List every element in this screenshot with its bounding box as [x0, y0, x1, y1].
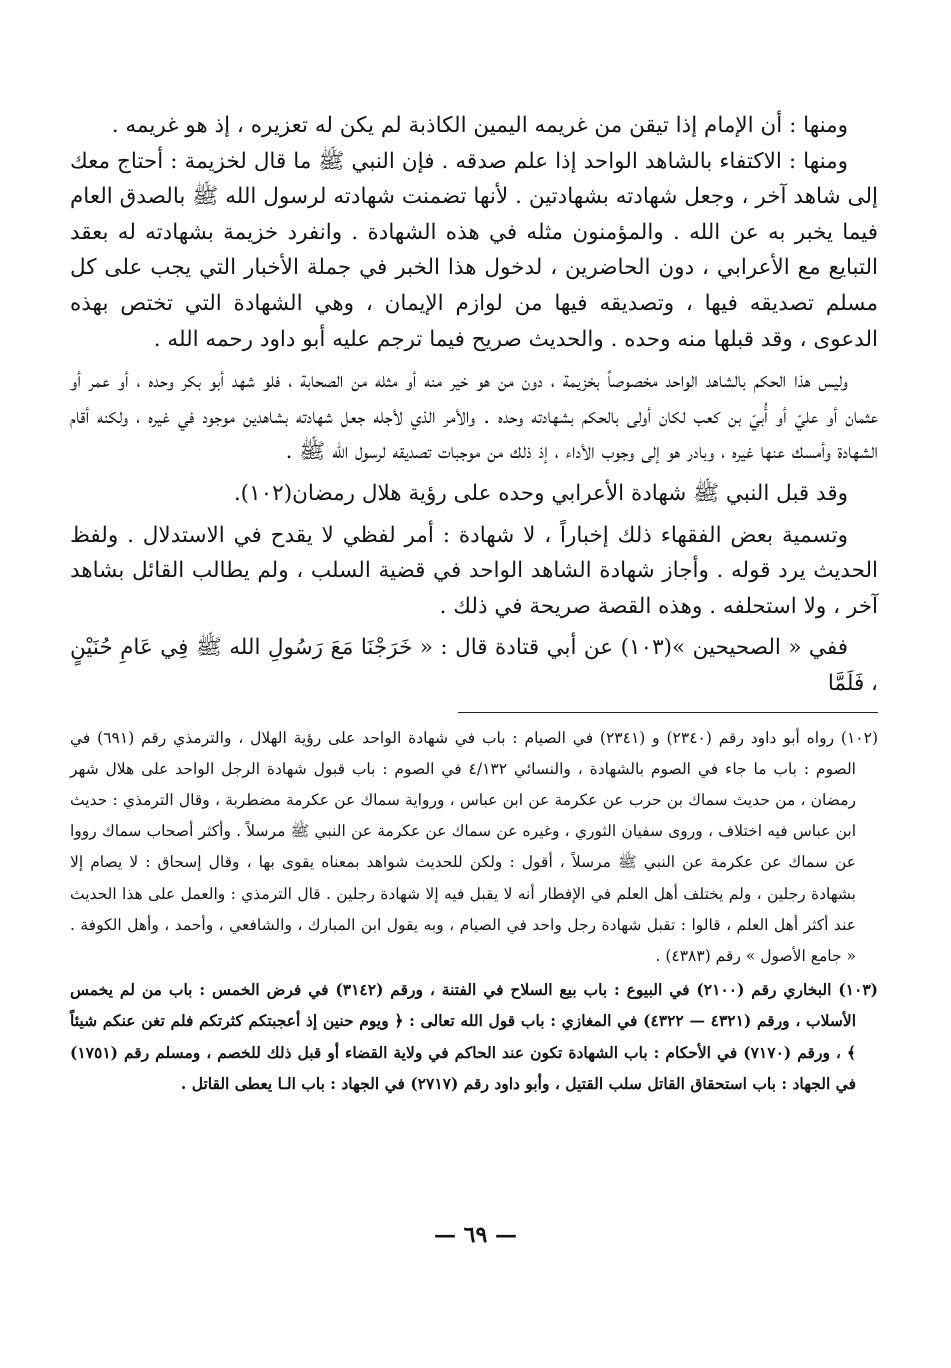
paragraph-1: ومنها : أن الإمام إذا تيقن من غريمه اليمين الكاذبة لم يكن له تعزيره ، إذ هو غريمه .	[111, 113, 848, 138]
footnote-102: (١٠٢) رواه أبو داود رقم (٢٣٤٠) و (٢٣٤١) في الصيام : باب في شهادة الواحد على رؤية الهلال ، والترمذي رقم (٦٩١) في الصوم : باب ما جاء في الصوم بالشهادة ، والنسائي ٤/١٣٢ في الصوم : باب قبول شهادة الرجل الواحد على هلال شهر رمضان ، من حديث سماك بن حرب عن عكرمة عن ابن عباس ، ورواية سماك عن عكرمة مضطربة ، وقال الترمذي : حديث ابن عباس فيه اختلاف ، وروى سفيان الثوري ، وغيره عن سماك عن عكرمة عن النبي ﷺ مرسلاً . وأكثر أصحاب سماك رووا عن سماك عن عكرمة عن النبي ﷺ مرسلاً ، أقول : ولكن للحديث شواهد بمعناه يقوى بها ، وقال إسحاق : لا يصام إلا بشهادة رجلين ، ولم يختلف أهل العلم في الإفطار أنه لا يقبل فيه إلا شهادة رجلين . قال الترمذي : والعمل على هذا الحديث عند أكثر أهل العلم ، قالوا : تقبل شهادة رجل واحد في الصيام ، وبه يقول ابن المبارك ، والشافعي ، وأحمد ، وأهل الكوفة . « جامع الأصول » رقم (٤٣٨٣) .	[70, 728, 878, 965]
paragraph-3: وليس هذا الحكم بالشاهد الواحد مخصوصاً بخزيمة ، دون من هو خير منه أو مثله من الصحابة ، فلو شهد أبو بكر وحده ، أو عمر أو عثمان أو عليّ أو أُبيّ بن كعب لكان أولى بالحكم بشهادته وحده . والأمر الذي لأجله جعل شهادته بشاهدين موجود في غيره ، ولكنه أقام الشهادة وأمسك عنها غيره ، وبادر هو إلى وجوب الأداء ، إذ ذلك من موجبات تصديقه لرسول الله ﷺ .	[70, 368, 878, 465]
paragraph-4: وقد قبل النبي ﷺ شهادة الأعرابي وحده على رؤية هلال رمضان(١٠٢).	[233, 480, 848, 506]
paragraph-6: ففي « الصحيحين »(١٠٣) عن أبي قتادة قال : « خَرَجْنَا مَعَ رَسُولِ الله ﷺ فِي عَامِ حُنَيْنٍ ، فَلَمَّا	[70, 635, 878, 696]
page-number: — ٦٩ —	[434, 1222, 517, 1248]
footnote-103: (١٠٣) البخاري رقم (٢١٠٠) في البيوع : باب بيع السلاح في الفتنة ، ورقم (٣١٤٢) في فرض الخمس : باب من لم يخمس الأسلاب ، ورقم (٤٣٢١ — ٤٣٢٢) في المغازي : باب قول الله تعالى : ﴿ ويوم حنين إذ أعجبتكم كثرتكم فلم تغن عنكم شيئاً ﴾ ، ورقم (٧١٧٠) في الأحكام : باب الشهادة تكون عند الحاكم في ولاية القضاء أو قبل ذلك للخصم ، ومسلم رقم (١٧٥١) في الجهاد : باب استحقاق القاتل سلب القتيل ، وأبو داود رقم (٢٧١٧) في الجهاد : باب الـا يعطى القاتل .	[70, 980, 878, 1093]
paragraph-2: ومنها : الاكتفاء بالشاهد الواحد إذا علم صدقه . فإن النبي ﷺ ما قال لخزيمة : أحتاج معك إلى شاهد آخر ، وجعل شهادته بشهادتين . لأنها تضمنت شهادته لرسول الله ﷺ بالصدق العام فيما يخبر به عن الله . والمؤمنون مثله في هذه الشهادة . وانفرد خزيمة بشهادته له بعقد التبايع مع الأعرابي ، دون الحاضرين ، لدخول هذا الخبر في جملة الأخبار التي يجب على كل مسلم تصديقه فيها ، وتصديقه فيها من لوازم الإيمان ، وهي الشهادة التي تختص بهذه الدعوى ، وقد قبلها منه وحده . والحديث صريح فيما ترجم عليه أبو داود رحمه الله .	[70, 148, 878, 352]
footnote-separator	[458, 712, 878, 713]
book-page	[70, 108, 878, 1099]
footnotes	[70, 723, 878, 1099]
main-text	[70, 108, 878, 702]
paragraph-5: وتسمية بعض الفقهاء ذلك إخباراً ، لا شهادة : أمر لفظي لا يقدح في الاستدلال . ولفظ الحديث يرد قوله . وأجاز شهادة الشاهد الواحد في قضية السلب ، ولم يطالب القائل بشاهد آخر ، ولا استحلفه . وهذه القصة صريحة في ذلك .	[70, 522, 878, 619]
